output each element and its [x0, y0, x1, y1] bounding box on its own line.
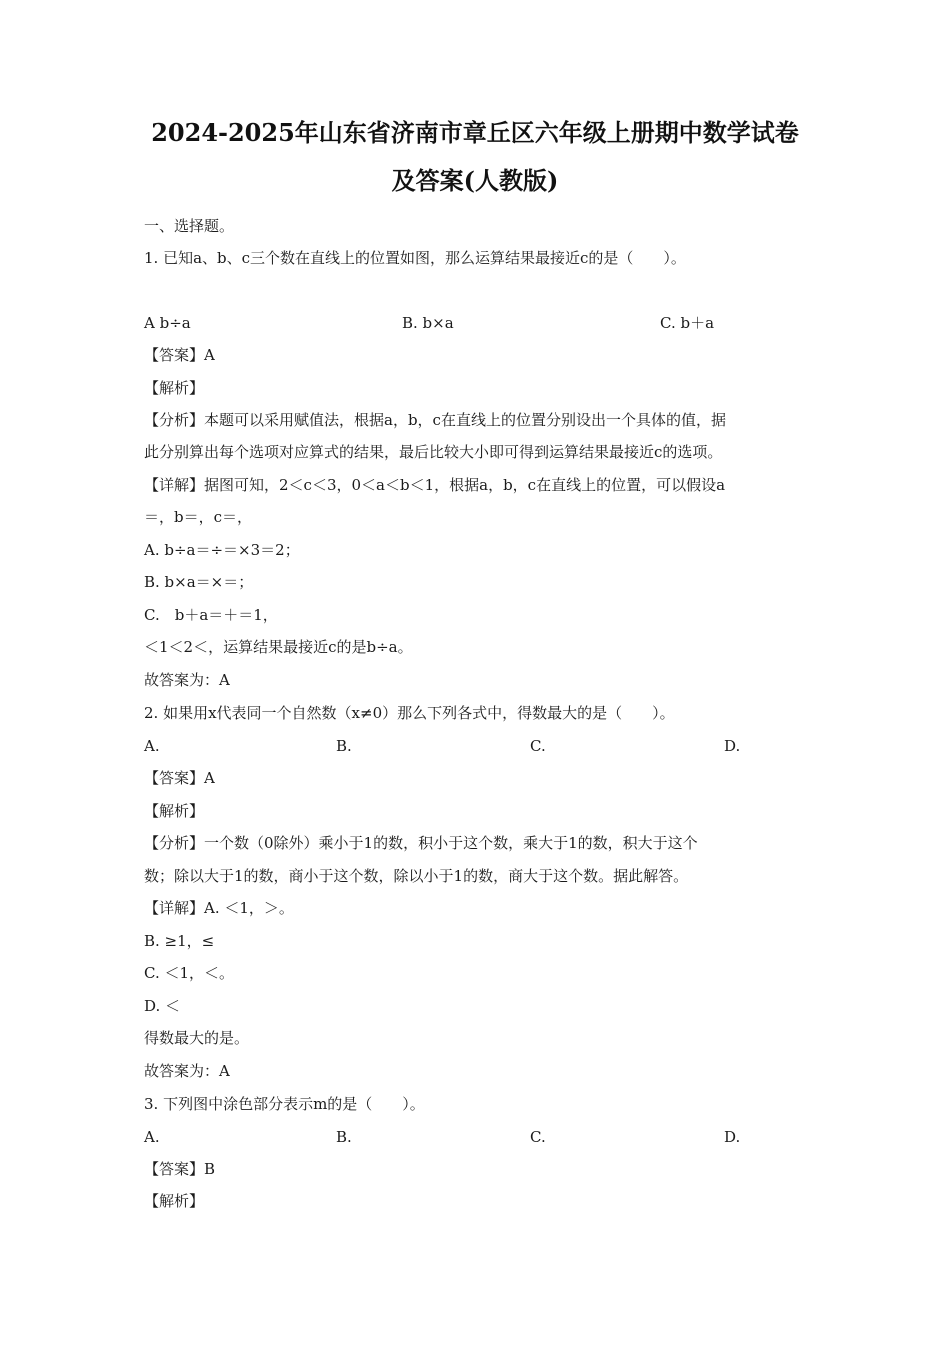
q3-option-d: D.: [724, 1128, 741, 1146]
q1-detail-line-1: 【详解】据图可知，2＜c＜3，0＜a＜b＜1，根据a，b，c在直线上的位置，可以假设a: [144, 476, 726, 494]
q2-conclusion: 故答案为：A: [144, 1062, 230, 1080]
q1-calc-a: A. b÷a＝÷＝×3＝2；: [144, 541, 300, 559]
q3-option-c: C.: [530, 1128, 546, 1146]
q2-option-d: D.: [724, 737, 741, 755]
q2-stem: 2. 如果用x代表同一个自然数（x≠0）那么下列各式中，得数最大的是（ ）。: [144, 704, 675, 722]
q2-detail-d: D. ＜: [144, 997, 181, 1015]
q1-stem: 1. 已知a、b、c三个数在直线上的位置如图，那么运算结果最接近c的是（ ）。: [144, 249, 686, 267]
q2-option-b: B.: [336, 737, 352, 755]
q3-answer: 【答案】B: [144, 1160, 216, 1178]
q3-option-a: A.: [144, 1128, 160, 1146]
q2-detail-c: C. ＜1，＜。: [144, 964, 235, 982]
q1-conclusion: 故答案为：A: [144, 671, 230, 689]
q1-option-b: B. b×a: [402, 314, 454, 332]
q1-option-c: C. b＋a: [660, 314, 715, 332]
q2-detail-b: B. ≥1，≤: [144, 932, 215, 950]
q1-analysis-heading: 【解析】: [144, 379, 205, 397]
q2-option-c: C.: [530, 737, 546, 755]
document-title-line-2: 及答案(人教版): [391, 166, 559, 195]
q2-analysis-line-1: 【分析】一个数（0除外）乘小于1的数，积小于这个数，乘大于1的数，积大于这个: [144, 834, 698, 852]
q2-analysis-heading: 【解析】: [144, 802, 205, 820]
q1-option-a: A b÷a: [144, 314, 191, 332]
q1-answer: 【答案】A: [144, 346, 215, 364]
q2-answer: 【答案】A: [144, 769, 215, 787]
q3-stem: 3. 下列图中涂色部分表示m的是（ ）。: [144, 1095, 425, 1113]
q1-detail-line-2: ＝，b＝，c＝，: [144, 508, 253, 526]
q1-calc-b: B. b×a＝×＝；: [144, 573, 254, 591]
q1-compare: ＜1＜2＜，运算结果最接近c的是b÷a。: [144, 638, 413, 656]
q2-detail-a: 【详解】A. ＜1，＞。: [144, 899, 294, 917]
q2-result: 得数最大的是。: [144, 1029, 250, 1047]
section-heading: 一、选择题。: [144, 217, 235, 235]
q2-option-a: A.: [144, 737, 160, 755]
q2-analysis-line-2: 数；除以大于1的数，商小于这个数，除以小于1的数，商大于这个数。据此解答。: [144, 867, 689, 885]
q1-calc-c: C. b＋a＝＋＝1，: [144, 606, 278, 624]
q1-analysis-line-2: 此分别算出每个选项对应算式的结果，最后比较大小即可得到运算结果最接近c的选项。: [144, 443, 723, 461]
q3-analysis-heading: 【解析】: [144, 1192, 205, 1210]
q3-option-b: B.: [336, 1128, 352, 1146]
q1-analysis-line-1: 【分析】本题可以采用赋值法，根据a，b，c在直线上的位置分别设出一个具体的值，据: [144, 411, 726, 429]
document-title-line-1: 2024-2025年山东省济南市章丘区六年级上册期中数学试卷: [151, 118, 799, 147]
